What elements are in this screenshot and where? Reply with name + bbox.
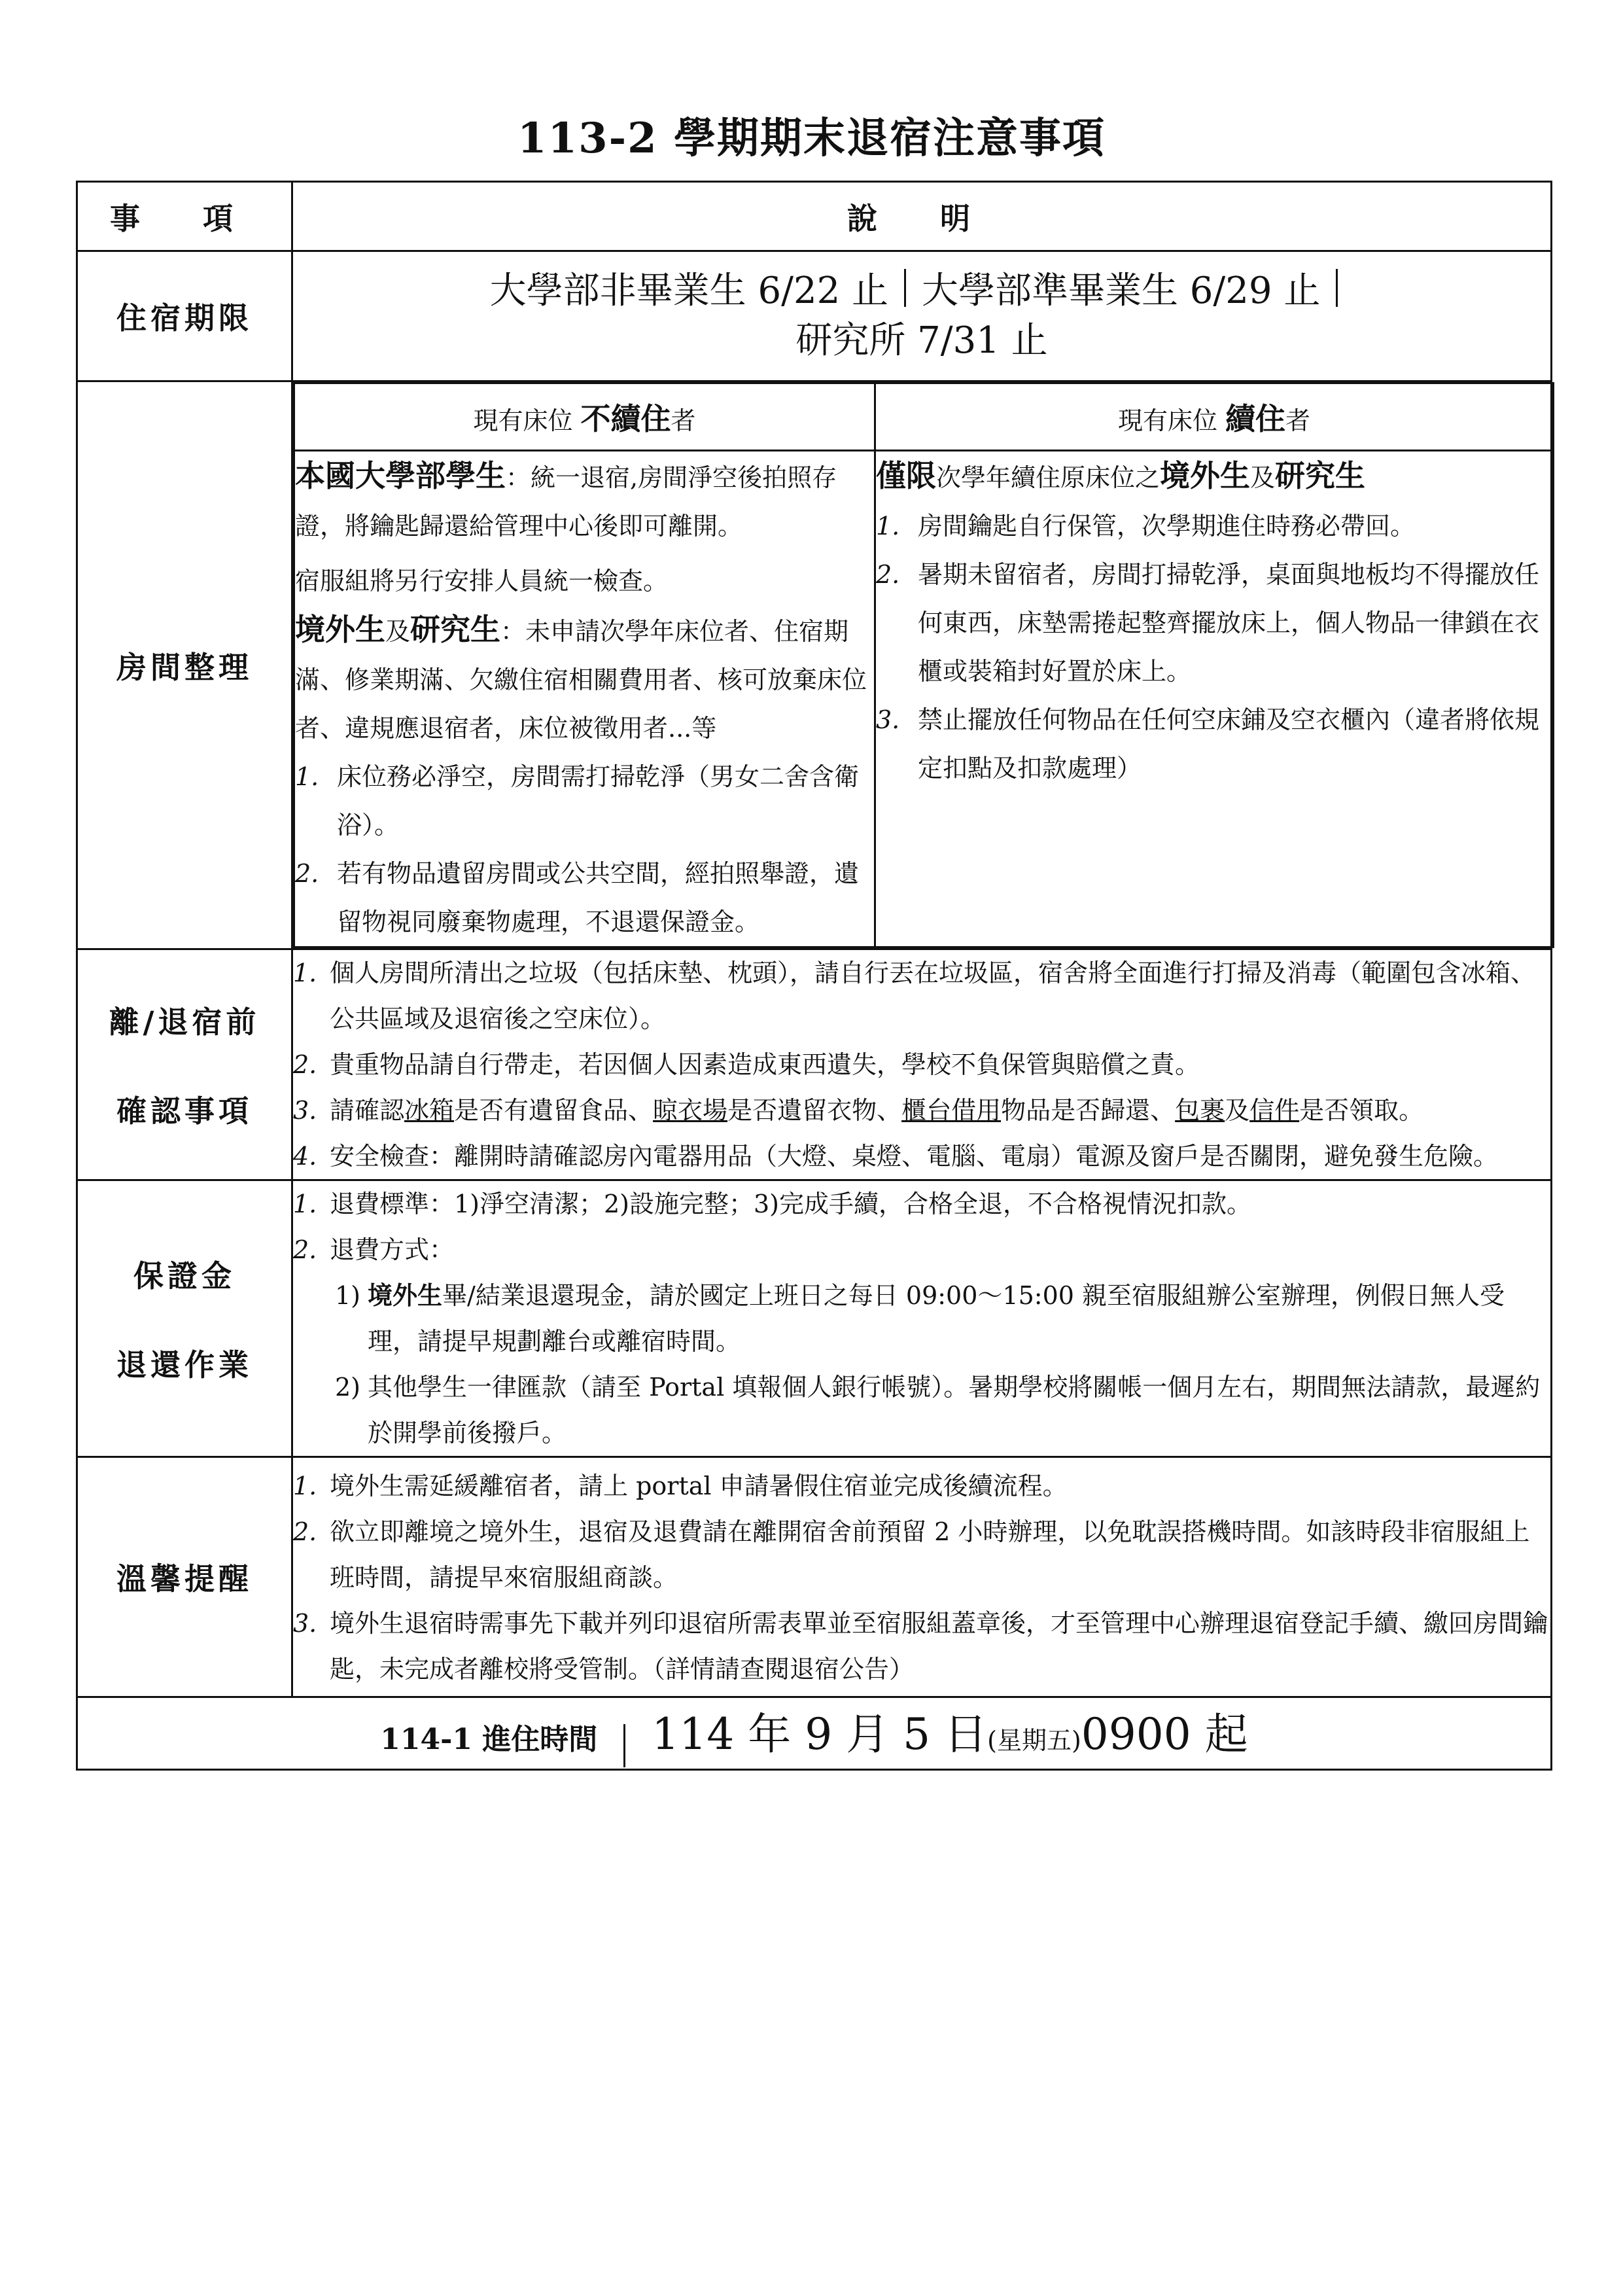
list-item: 2. 退費方式：: [293, 1235, 455, 1264]
left-para-2: 宿服組將另行安排人員統一檢查。: [295, 567, 669, 595]
period-undergrad-non-grad: 大學部非畢業生 6/22 止: [489, 270, 888, 312]
list-item: 1. 房間鑰匙自行保管，次學期進住時務必帶回。: [876, 512, 1416, 540]
room-label: 房間整理: [77, 381, 292, 949]
right-subheader: 現有床位 續住者: [875, 383, 1554, 451]
list-item: 2. 欲立即離境之境外生，退宿及退費請在離開宿舍前預留 2 小時辦理，以免耽誤搭機時間。如該時段非宿服組上班時間，請提早來宿服組商談。: [293, 1517, 1530, 1592]
room-row: [77, 381, 1552, 949]
list-item: 4. 安全檢查：離開時請確認房內電器用品（大燈、桌燈、電腦、電扇）電源及窗戶是否關閉，避免發生危險。: [293, 1142, 1499, 1171]
tips-label: 溫馨提醒: [77, 1457, 292, 1697]
right-cell: [875, 451, 1554, 947]
table-header-row: [77, 182, 1552, 251]
list-item: 3. 禁止擺放任何物品在任何空床鋪及空衣櫃內（違者將依規定扣點及扣款處理）: [876, 705, 1540, 783]
right-list: [876, 502, 1552, 792]
move-in-time: [77, 1697, 1552, 1770]
checkout-row: [77, 949, 1552, 1180]
left-cell: [294, 451, 875, 947]
period-row: [77, 251, 1552, 381]
header-item: 事 項: [77, 182, 292, 251]
move-in-label: 114-1 進住時間: [380, 1722, 598, 1756]
checkout-content: [292, 949, 1552, 1180]
left-subheader: 現有床位 不續住者: [294, 383, 875, 451]
list-item: 3. 請確認冰箱是否有遺留食品、晾衣場是否遺留衣物、櫃台借用物品是否歸還、包裹及信件是否領取。: [293, 1096, 1424, 1125]
period-graduate: 研究所 7/31 止: [795, 319, 1048, 362]
list-item: 1. 退費標準：1)淨空清潔；2)設施完整；3)完成手續，合格全退，不合格視情況扣款。: [293, 1190, 1252, 1218]
period-label: 住宿期限: [77, 251, 292, 381]
deposit-content: [292, 1180, 1552, 1457]
move-in-weekday: (星期五): [987, 1725, 1081, 1755]
left-para-3: 境外生及研究生：未申請次學年床位者、住宿期滿、修業期滿、欠繳住宿相關費用者、核可放棄床位者、違規應退宿者，床位被徵用者...等: [295, 612, 867, 743]
move-in-time-value: 0900 起: [1081, 1708, 1248, 1759]
checkout-label: 離/退宿前 確認事項: [77, 949, 292, 1180]
room-content: [292, 381, 1552, 949]
list-item: 1. 個人房間所清出之垃圾（包括床墊、枕頭），請自行丟在垃圾區，宿舍將全面進行打掃及消毒（範圍包含冰箱、公共區域及退宿後之空床位）。: [293, 959, 1536, 1033]
list-item: 1. 床位務必淨空，房間需打掃乾淨（男女二舍含衛浴）。: [295, 762, 860, 839]
list-item: 2. 若有物品遺留房間或公共空間，經拍照舉證，遺留物視同廢棄物處理，不退還保證金。: [295, 859, 860, 936]
tips-row: [77, 1457, 1552, 1697]
refund-methods: [293, 1273, 1550, 1456]
right-para-1: 僅限次學年續住原床位之境外生及研究生: [876, 458, 1366, 493]
left-para-1: 本國大學部學生：統一退宿,房間淨空後拍照存證，將鑰匙歸還給管理中心後即可離開。: [295, 458, 837, 540]
notice-table: [76, 181, 1552, 1771]
header-description: 說 明: [292, 182, 1552, 251]
period-content: [292, 251, 1552, 381]
tips-content: [292, 1457, 1552, 1697]
footer-row: [77, 1697, 1552, 1770]
list-item: 2. 貴重物品請自行帶走，若因個人因素造成東西遺失，學校不負保管與賠償之責。: [293, 1050, 1200, 1079]
page-title: 113-2 學期期末退宿注意事項: [517, 114, 1106, 163]
refund-method-1: 1) 境外生畢/結業退還現金，請於國定上班日之每日 09:00～15:00 親至宿服組辦公室辦理，例假日無人受理，請提早規劃離台或離宿時間。: [335, 1280, 1505, 1356]
left-list: [295, 752, 874, 946]
period-undergrad-grad: 大學部準畢業生 6/29 止: [922, 270, 1321, 312]
refund-method-2: 2) 其他學生一律匯款（請至 Portal 填報個人銀行帳號）。暑期學校將關帳一個月左右，期間無法請款，最遲約於開學前後撥戶。: [335, 1373, 1541, 1447]
deposit-label: 保證金 退還作業: [77, 1180, 292, 1457]
room-subtable: [293, 382, 1554, 948]
list-item: 2. 暑期未留宿者，房間打掃乾淨，桌面與地板均不得擺放任何東西，床墊需捲起整齊擺放床上，個人物品一律鎖在衣櫃或裝箱封好置於床上。: [876, 560, 1540, 686]
move-in-date: 114 年 9 月 5 日: [652, 1708, 988, 1759]
list-item: 1. 境外生需延緩離宿者，請上 portal 申請暑假住宿並完成後續流程。: [293, 1472, 1068, 1500]
deposit-row: [77, 1180, 1552, 1457]
list-item: 3. 境外生退宿時需事先下載并列印退宿所需表單並至宿服組蓋章後，才至管理中心辦理退宿登記手續、繳回房間鑰匙，未完成者離校將受管制。（詳情請查閱退宿公告）: [293, 1609, 1548, 1684]
